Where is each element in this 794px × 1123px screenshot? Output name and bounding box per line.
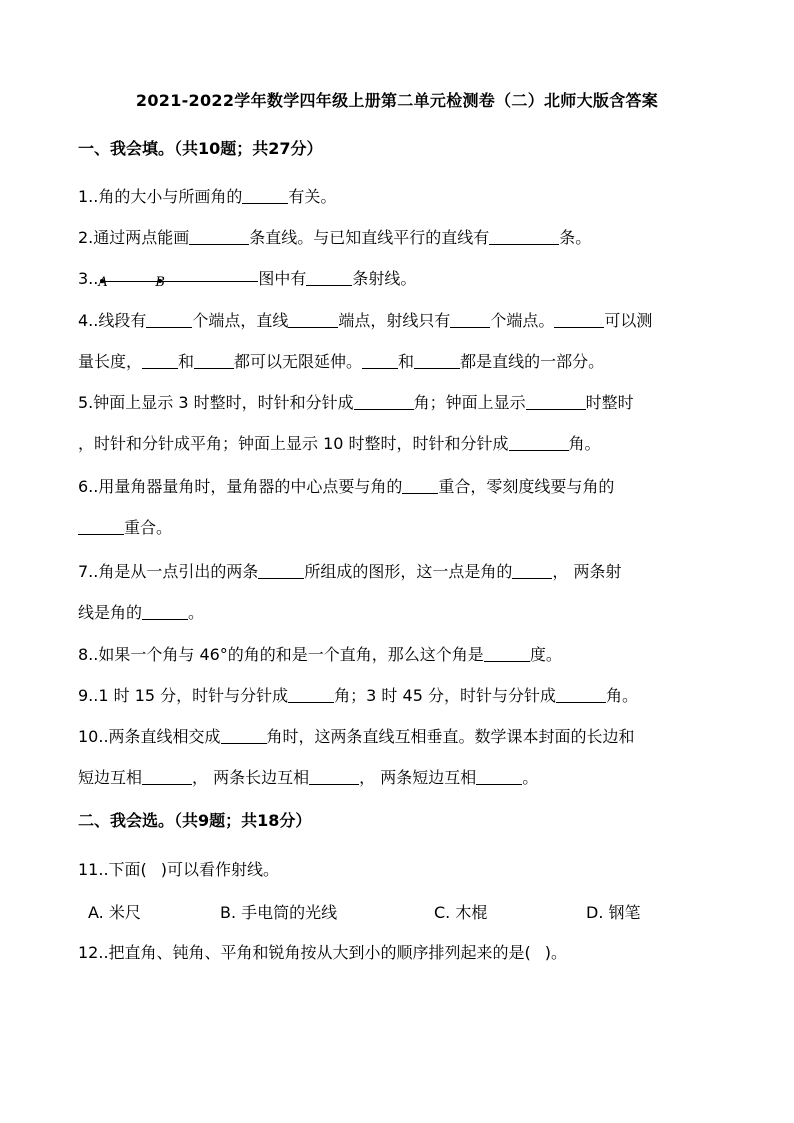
answer-blank[interactable] [554, 311, 604, 328]
answer-blank[interactable] [414, 352, 460, 369]
question-11 [78, 849, 718, 890]
option-c[interactable]: C. 木棍 [434, 903, 488, 922]
question-text: 个端点。 [490, 311, 555, 330]
question-11-options [88, 900, 708, 924]
question-text: 。 [188, 603, 205, 622]
question-text: 有关。 [288, 187, 337, 206]
question-3 [78, 258, 718, 299]
question-text: 端点，射线只有 [338, 311, 451, 330]
question-text: 角；3 时 45 分，时针与分针成 [334, 686, 556, 705]
answer-blank[interactable] [288, 686, 334, 703]
question-10 [78, 716, 718, 757]
answer-blank[interactable] [189, 228, 249, 245]
question-text: 角时，这两条直线互相垂直。数学课本封面的长边和 [266, 727, 635, 746]
question-text: 图中有 [258, 269, 307, 288]
question-text: 和 [178, 352, 195, 371]
ray-figure [98, 266, 258, 288]
question-9 [78, 675, 718, 716]
question-text: 角；钟面上显示 [413, 393, 526, 412]
answer-blank[interactable] [484, 645, 530, 662]
question-text: 。 [522, 768, 539, 787]
question-text: 短边互相 [78, 768, 143, 787]
answer-blank[interactable] [306, 269, 352, 286]
answer-blank[interactable] [489, 228, 559, 245]
question-text: 和 [398, 352, 415, 371]
question-text: 时整时 [585, 393, 634, 412]
ray-line [102, 281, 258, 282]
question-text: 重合，零刻度线要与角的 [438, 477, 615, 496]
question-text: 2.通过两点能画 [78, 228, 190, 247]
question-text: 7..角是从一点引出的两条 [78, 562, 259, 581]
question-text: )可以看作射线。 [160, 860, 280, 879]
question-10-line-2 [78, 757, 718, 798]
option-a[interactable]: A. 米尺 [88, 903, 141, 922]
question-text: ， 两条短边互相 [359, 768, 477, 787]
question-7 [78, 551, 718, 592]
option-b[interactable]: B. 手电筒的光线 [220, 903, 338, 922]
answer-blank[interactable] [142, 352, 178, 369]
question-text: 角。 [605, 686, 638, 705]
point-a-label: A [98, 275, 108, 290]
question-text: 量长度， [78, 352, 143, 371]
question-text: 条直线。与已知直线平行的直线有 [249, 228, 490, 247]
question-4 [78, 300, 718, 341]
answer-blank[interactable] [309, 768, 359, 785]
answer-blank[interactable] [476, 768, 522, 785]
answer-blank[interactable] [242, 187, 288, 204]
question-text: ， 两条长边互相 [192, 768, 310, 787]
answer-blank[interactable] [509, 434, 569, 451]
question-6-line-2 [78, 507, 718, 548]
question-text: 都是直线的一部分。 [460, 352, 605, 371]
answer-blank[interactable] [146, 311, 192, 328]
question-text: 角。 [568, 434, 601, 453]
question-text: 9..1 时 15 分，时针与分针成 [78, 686, 289, 705]
question-text: 线是角的 [78, 603, 143, 622]
question-text: 都可以无限延伸。 [234, 352, 363, 371]
answer-blank[interactable] [142, 603, 188, 620]
question-8 [78, 634, 718, 675]
answer-blank[interactable] [288, 311, 338, 328]
answer-blank[interactable] [142, 768, 192, 785]
question-text: 条射线。 [352, 269, 417, 288]
question-7-line-2 [78, 592, 718, 633]
point-b-label: B [155, 275, 165, 290]
page-title: 2021-2022学年数学四年级上册第二单元检测卷（二）北师大版含答案 [135, 91, 659, 110]
answer-blank[interactable] [354, 393, 414, 410]
question-text: 12..把直角、钝角、平角和锐角按从大到小的顺序排列起来的是( [78, 943, 531, 962]
question-text: 条。 [559, 228, 592, 247]
question-text: 可以测 [604, 311, 653, 330]
question-text: 5.钟面上显示 3 时整时，时针和分针成 [78, 393, 354, 412]
answer-blank[interactable] [450, 311, 490, 328]
question-text: 8..如果一个角与 46°的角的和是一个直角，那么这个角是 [78, 645, 484, 664]
question-5 [78, 382, 718, 423]
question-text: ， 两条射 [552, 562, 622, 581]
question-text: 11..下面( [78, 860, 147, 879]
section-choice-heading: 二、我会选。（共9题；共18分） [78, 811, 312, 830]
question-text: 1..角的大小与所画角的 [78, 187, 243, 206]
question-5-line-2 [78, 423, 718, 464]
question-text: 6..用量角器量角时，量角器的中心点要与角的 [78, 477, 403, 496]
question-text: 所组成的图形，这一点是角的 [304, 562, 513, 581]
answer-blank[interactable] [258, 562, 304, 579]
question-2 [78, 217, 718, 258]
answer-blank[interactable] [362, 352, 398, 369]
question-text: )。 [544, 943, 568, 962]
section-fill-heading: 一、我会填。（共10题；共27分） [78, 139, 323, 158]
answer-blank[interactable] [526, 393, 586, 410]
question-text: ，时针和分针成平角；钟面上显示 10 时整时，时针和分针成 [78, 434, 509, 453]
answer-blank[interactable] [556, 686, 606, 703]
answer-blank[interactable] [512, 562, 552, 579]
question-4-line-2 [78, 341, 718, 382]
answer-blank[interactable] [78, 518, 124, 535]
question-6 [78, 466, 718, 507]
question-text: 重合。 [124, 518, 173, 537]
question-text: 个端点，直线 [192, 311, 289, 330]
question-text: 3.. [78, 269, 99, 288]
answer-blank[interactable] [402, 477, 438, 494]
question-text: 10..两条直线相交成 [78, 727, 221, 746]
option-d[interactable]: D. 钢笔 [586, 903, 641, 922]
answer-blank[interactable] [194, 352, 234, 369]
question-text: 4..线段有 [78, 311, 147, 330]
question-1 [78, 176, 718, 217]
question-text: 度。 [529, 645, 562, 664]
answer-blank[interactable] [221, 727, 267, 744]
question-12 [78, 932, 718, 973]
